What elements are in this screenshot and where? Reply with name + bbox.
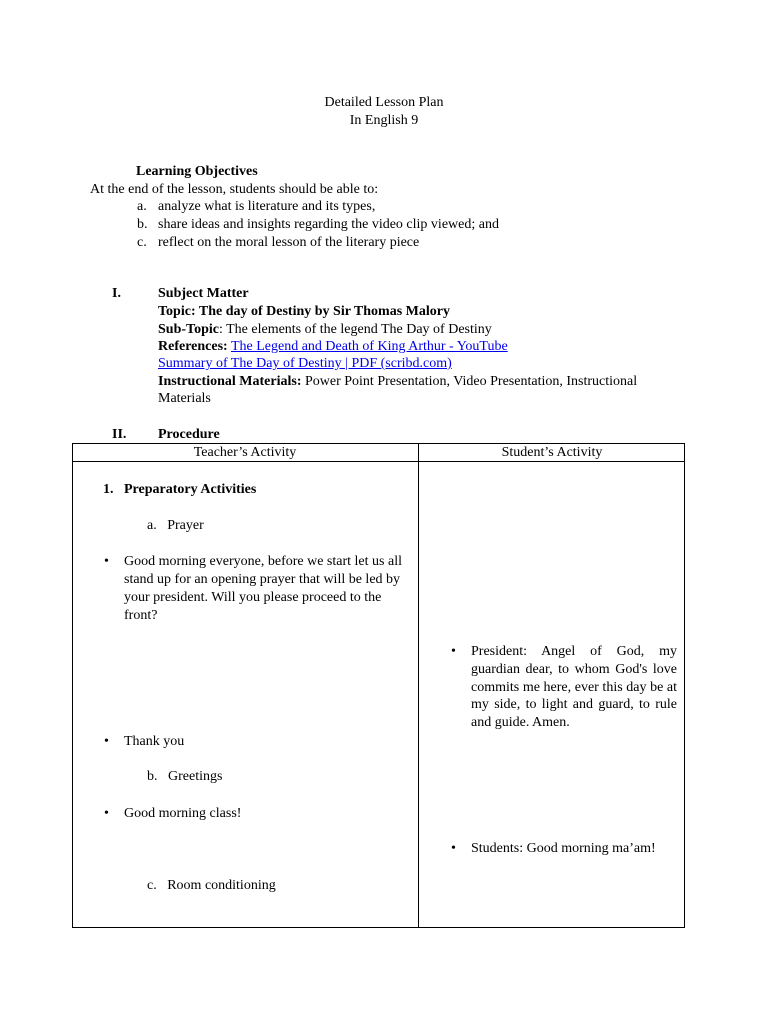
teacher-thanks-text: Thank you [124, 734, 185, 749]
objectives-intro: At the end of the lesson, students should be able to: [90, 182, 379, 197]
reference-line-2 [158, 355, 452, 372]
objective-item-a: analyze what is literature and its types, [158, 199, 376, 214]
table-column-divider [418, 443, 419, 928]
references-label: References: [158, 339, 228, 354]
reference-link-scribd[interactable]: Summary of The Day of Destiny | PDF (scribd.com) [158, 356, 452, 371]
section-number: 1. [103, 482, 114, 497]
subject-matter-heading: Subject Matter [158, 286, 249, 301]
references-line [158, 338, 508, 355]
table-header-divider [72, 461, 685, 462]
bullet-icon: • [451, 841, 456, 856]
column-header-student: Student’s Activity [501, 445, 603, 460]
objective-item-b: share ideas and insights regarding the video clip viewed; and [158, 217, 499, 232]
subtopic-label: Sub-Topic [158, 322, 219, 337]
teacher-greeting-text: Good morning class! [124, 806, 242, 821]
procedure-heading: Procedure [158, 427, 220, 442]
teacher-prayer-text: Good morning everyone, before we start let us all stand up for an opening prayer that will be led by your president. Will you please proceed to the front? [124, 554, 402, 623]
materials-line [158, 373, 683, 407]
document-subtitle: In English 9 [349, 113, 419, 128]
student-prayer-text: President: Angel of God, my guardian dear, to whom God's love commits me here, ever this day be at my side, to light and guard, to rule and guide. Amen. [471, 644, 677, 731]
materials-label: Instructional Materials: [158, 374, 302, 389]
step-greetings: b. Greetings [147, 769, 223, 784]
bullet-icon: • [104, 806, 109, 821]
topic-line: Topic: The day of Destiny by Sir Thomas Malory [158, 304, 450, 319]
objective-marker-c: c. [137, 235, 147, 250]
section-title: Preparatory Activities [124, 482, 257, 497]
student-greeting-text: Students: Good morning ma’am! [471, 841, 656, 856]
subtopic-line [158, 321, 492, 338]
bullet-icon: • [104, 554, 109, 569]
materials-text: Power Point Presentation, Video Presentation, Instructional Materials [158, 374, 638, 406]
objectives-heading: Learning Objectives [136, 164, 258, 179]
bullet-icon: • [451, 644, 456, 659]
section-numeral-subject: I. [112, 286, 121, 301]
document-title: Detailed Lesson Plan [324, 95, 444, 110]
reference-link-youtube[interactable]: The Legend and Death of King Arthur - YouTube [230, 339, 508, 354]
bullet-icon: • [104, 734, 109, 749]
column-header-teacher: Teacher’s Activity [193, 445, 297, 460]
section-numeral-procedure: II. [112, 427, 127, 442]
subtopic-text: : The elements of the legend The Day of Destiny [218, 322, 492, 337]
objective-marker-b: b. [137, 217, 148, 232]
step-room-conditioning: c. Room conditioning [147, 878, 276, 893]
objective-item-c: reflect on the moral lesson of the literary piece [158, 235, 420, 250]
step-prayer: a. Prayer [147, 518, 204, 533]
objective-marker-a: a. [137, 199, 147, 214]
